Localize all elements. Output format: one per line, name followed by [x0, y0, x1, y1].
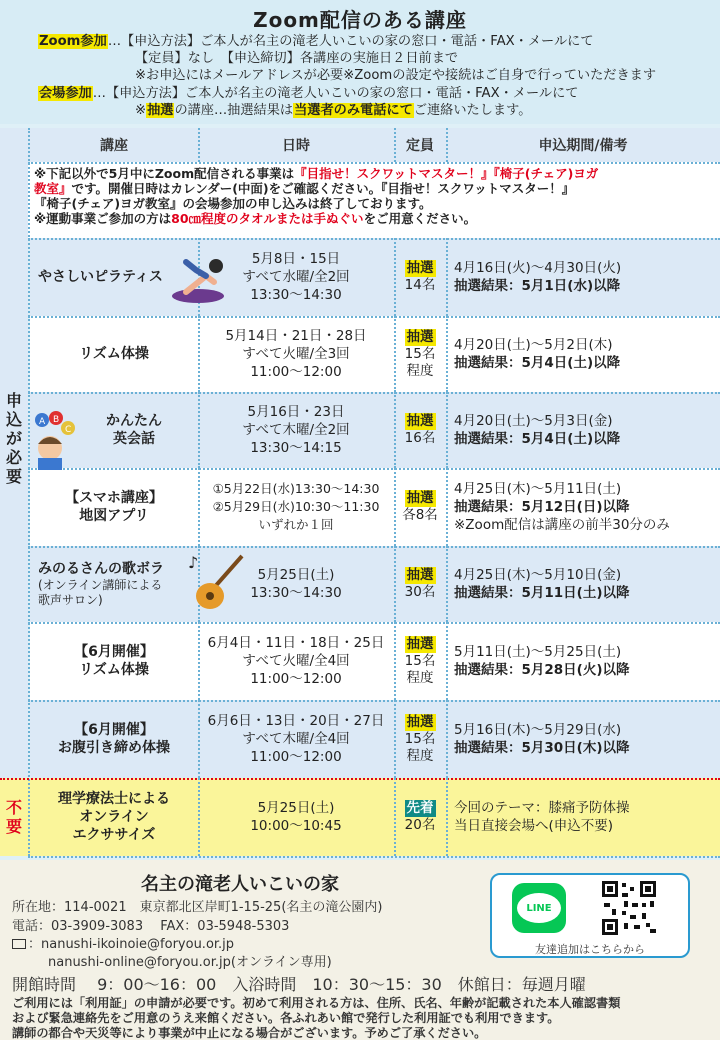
col-header-apply: 申込期間/備考 [538, 138, 628, 154]
qr-code-icon[interactable] [600, 879, 658, 937]
table-row [30, 392, 720, 468]
table-row [30, 778, 720, 856]
table-row [30, 238, 720, 316]
lottery-badge: 抽選 [406, 260, 434, 276]
zoom-tag: Zoom参加 [39, 34, 107, 49]
col-header-datetime: 日時 [282, 138, 310, 154]
english-abc-icon [32, 408, 78, 470]
course-name: 【6月開催】 リズム体操 [74, 644, 154, 678]
svg-text:B: B [53, 415, 60, 425]
course-capacity: 抽選 16名 [404, 413, 436, 446]
side-label-required: 申 込 が 必 要 [5, 390, 22, 486]
course-datetime: 5月8日・15日 すべて水曜/全2回 13:30～14:30 [242, 251, 350, 303]
lottery-badge: 抽選 [406, 567, 434, 583]
mail-icon [12, 939, 26, 949]
svg-text:♪: ♪ [188, 553, 199, 572]
pilates-illustration-icon [166, 252, 230, 306]
course-name: 【スマホ講座】 地図アプリ [65, 490, 163, 524]
course-name: かんたん 英会話 [106, 413, 162, 447]
course-capacity: 抽選 15名 程度 [404, 713, 436, 764]
course-apply-period: 4月20日(土)～5月2日(木) 抽選結果：5月4日(土)以降 [454, 337, 621, 371]
course-apply-period: 4月25日(木)～5月10日(金) 抽選結果：5月11日(土)以降 [454, 567, 630, 601]
svg-text:A: A [39, 417, 46, 427]
course-datetime: 6月4日・11日・18日・25日 すべて火曜/全4回 11:00～12:00 [207, 635, 385, 687]
schedule-table [0, 128, 720, 856]
line-logo-icon: LINE [512, 883, 566, 933]
lottery-badge: 抽選 [406, 328, 434, 345]
svg-text:C: C [65, 425, 72, 435]
lottery-badge: 先着 [406, 800, 434, 816]
phone-fax: 電話：03-3909-3083 FAX：03-5948-5303 [12, 919, 290, 934]
lottery-badge: 抽選 [406, 490, 434, 506]
notice-text: ※下記以外で5月中にZoom配信される事業は『目指せ！スクワットマスター！』『椅子(チェア)ヨガ 教室』です。開催日時はカレンダー(中面)をご確認ください。『目指せ！スクワットマスター！』 『椅子(チェア)ヨガ教室』の会場参加の申し込みは終了しております。 ※運動事業ご参加の方は80㎝程度のタオルまたは手ぬぐいをご用意ください。 [34, 166, 599, 226]
course-datetime: 5月16日・23日 すべて木曜/全2回 13:30～14:15 [242, 404, 350, 456]
line-friend-card[interactable] [490, 873, 690, 958]
course-capacity: 抽選 各8名 [402, 490, 438, 523]
line-caption: 友達追加はこちらから [535, 943, 645, 956]
address: 所在地：114-0021 東京都北区岸町1-15-25(名主の滝公園内) [12, 900, 383, 915]
course-datetime: 5月25日(土) 10:00～10:45 [250, 800, 342, 834]
course-datetime: 5月14日・21日・28日 すべて火曜/全3回 11:00～12:00 [225, 328, 367, 380]
course-name: リズム体操 [79, 346, 149, 362]
zoom-line-1: Zoom参加…【申込方法】ご本人が名主の滝老人いこいの家の窓口・電話・FAX・メールにて [39, 34, 594, 49]
course-capacity: 抽選 15名 程度 [404, 635, 436, 686]
course-apply-period: 4月16日(火)～4月30日(火) 抽選結果：5月1日(水)以降 [454, 260, 622, 294]
course-name: 【6月開催】 お腹引き締め体操 [58, 722, 170, 756]
header [0, 0, 720, 124]
usage-note-3: 講師の都合や天災等により事業が中止になる場合がございます。予めご了承ください。 [12, 1026, 487, 1040]
course-name: 理学療法士による オンライン エクササイズ [58, 791, 170, 843]
course-capacity: 抽選 30名 [404, 567, 436, 600]
side-label-not-required: 不 要 [5, 798, 22, 836]
email-online[interactable]: nanushi-online@foryou.or.jp(オンライン専用) [48, 955, 332, 970]
course-apply-period: 今回のテーマ：膝痛予防体操 当日直接会場へ(申込不要) [454, 800, 630, 834]
venue-line-2: ※抽選の講座…抽選結果は当選者のみ電話にてご連絡いたします。 [135, 103, 532, 118]
course-apply-period: 4月25日(木)～5月11日(土) 抽選結果：5月12日(日)以降 ※Zoom配信は講座の前半30分のみ [454, 481, 670, 533]
course-capacity: 先着 20名 [404, 800, 436, 833]
table-row [30, 468, 720, 546]
course-datetime: 5月25日(土) 13:30～14:30 [250, 567, 342, 601]
lottery-badge: 抽選 [406, 713, 434, 730]
course-datetime: ①5月22日(水)13:30～14:30 ②5月29日(水)10:30～11:30 いずれか１回 [212, 481, 380, 532]
course-apply-period: 4月20日(土)～5月3日(金) 抽選結果：5月4日(土)以降 [454, 413, 621, 447]
venue-tag: 会場参加 [39, 86, 92, 101]
table-row [30, 622, 720, 700]
course-capacity: 抽選 15名 程度 [404, 328, 436, 379]
lottery-badge: 抽選 [406, 635, 434, 652]
col-header-capacity: 定員 [406, 138, 434, 154]
table-row [30, 316, 720, 392]
course-capacity: 抽選 14名 [404, 260, 436, 293]
lottery-badge: 抽選 [406, 413, 434, 429]
venue-line-1: 会場参加…【申込方法】ご本人が名主の滝老人いこいの家の窓口・電話・FAX・メールにて [39, 86, 579, 101]
facility-name: 名主の滝老人いこいの家 [141, 874, 339, 895]
col-header-course: 講座 [100, 138, 128, 154]
course-apply-period: 5月16日(木)～5月29日(水) 抽選結果：5月30日(木)以降 [454, 722, 630, 756]
guitar-icon [186, 550, 250, 616]
course-apply-period: 5月11日(土)～5月25日(土) 抽選結果：5月28日(火)以降 [454, 644, 630, 678]
table-row [30, 546, 720, 622]
zoom-line-2: 【定員】なし 【申込締切】各講座の実施日２日前まで [135, 51, 459, 66]
course-name: みのるさんの歌ボラ (オンライン講師による 歌声サロン) [38, 561, 164, 607]
page-title: Zoom配信のある講座 [253, 8, 467, 32]
table-row [30, 700, 720, 778]
course-datetime: 6月6日・13日・20日・27日 すべて木曜/全4回 11:00～12:00 [207, 713, 385, 765]
course-name: やさしいピラティス [38, 269, 163, 285]
opening-hours: 開館時間 9：00～16：00 入浴時間 10：30～15：30 休館日：毎週月曜 [12, 975, 586, 994]
email-primary: ：nanushi-ikoinoie@foryou.or.jp [12, 933, 234, 952]
usage-note-1: ご利用には「利用証」の申請が必要です。初めて利用される方は、住所、氏名、年齢が記載された本人確認書類 [12, 996, 621, 1010]
zoom-line-3: ※お申込にはメールアドレスが必要※Zoomの設定や接続はご自身で行っていただきます [135, 68, 657, 83]
usage-note-2: および緊急連絡先をご用意のうえ来館ください。各ふれあい館で発行した利用証でも利用できます。 [12, 1011, 560, 1025]
